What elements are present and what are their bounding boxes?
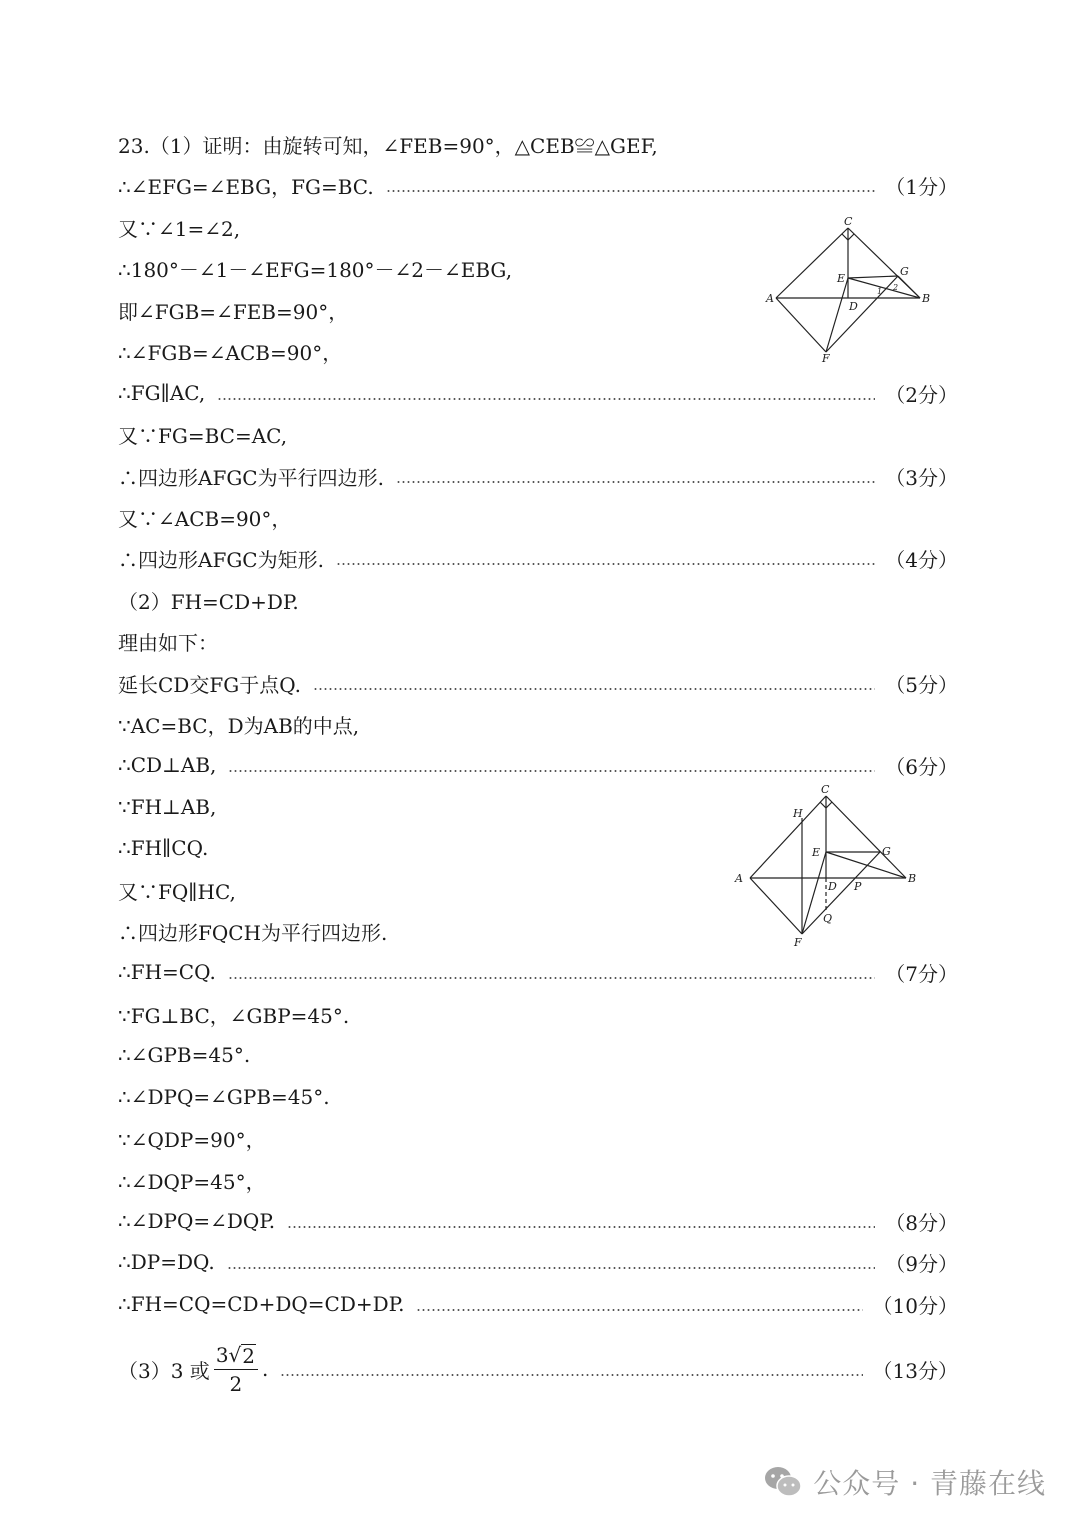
score-mark: （9分） — [885, 1251, 958, 1276]
solution-line: ∴∠DPQ=∠DQP. （8分） — [118, 1204, 958, 1238]
label-B: B — [908, 872, 917, 885]
label-E: E — [837, 272, 846, 285]
solution-line: （2）FH=CD+DP. — [118, 589, 299, 614]
label-P: P — [854, 880, 862, 893]
watermark-text: 公众号 · 青藤在线 — [813, 1467, 1046, 1500]
solution-line: 延长CD交FG于点Q. （5分） — [118, 666, 958, 700]
score-mark: （10分） — [872, 1293, 958, 1318]
solution-line: 又∵FG=BC=AC, — [118, 423, 288, 448]
score-mark: （5分） — [885, 672, 958, 697]
solution-line: ∴∠GPB=45°. — [118, 1043, 251, 1067]
watermark — [763, 1462, 1046, 1502]
label-H: H — [793, 807, 803, 820]
label-C: C — [821, 783, 830, 796]
solution-line: ∴DP=DQ. （9分） — [118, 1245, 958, 1279]
solution-line: ∴四边形AFGC为矩形. （4分） — [118, 541, 958, 575]
label-A: A — [735, 872, 743, 885]
solution-line: ∴四边形AFGC为平行四边形. （3分） — [118, 459, 958, 493]
geometry-figure-2 — [730, 780, 930, 950]
solution-line: ∵AC=BC，D为AB的中点, — [118, 713, 360, 738]
label-G: G — [882, 845, 891, 858]
label-E: E — [812, 846, 821, 859]
solution-line: ∴180°－∠1－∠EFG=180°－∠2－∠EBG, — [118, 257, 513, 282]
score-mark: （2分） — [885, 382, 958, 407]
solution-line: 又∵FQ∥HC, — [118, 879, 236, 904]
score-mark: （6分） — [885, 754, 958, 779]
solution-line: ∴FH=CQ=CD+DQ=CD+DP. （10分） — [118, 1287, 958, 1321]
solution-line: 又∵∠ACB=90°， — [118, 506, 292, 531]
score-mark: （4分） — [885, 547, 958, 572]
label-G: G — [900, 265, 909, 278]
label-C: C — [844, 215, 853, 228]
solution-line: ∵FH⊥AB, — [118, 795, 217, 819]
angle-label-1: 1 — [877, 287, 883, 296]
solution-line: ∴四边形FQCH为平行四边形. — [118, 920, 388, 945]
wechat-icon — [763, 1465, 803, 1499]
label-F: F — [794, 936, 802, 949]
solution-line: ∵FG⊥BC，∠GBP=45°. — [118, 1003, 350, 1028]
solution-line: ∵∠QDP=90°， — [118, 1127, 266, 1152]
solution-line-part3: （3）3 或 3√ 2 2 . （13分） — [118, 1342, 958, 1396]
solution-line: ∴FH∥CQ. — [118, 836, 209, 860]
solution-line: 又∵∠1=∠2, — [118, 216, 241, 241]
score-mark: （3分） — [885, 465, 958, 490]
score-mark: （13分） — [872, 1358, 958, 1383]
angle-label-2: 2 — [893, 283, 899, 292]
solution-line: 23.（1）证明：由旋转可知，∠FEB=90°，△CEB≌△GEF, — [118, 133, 658, 158]
fraction: 3√ 2 2 — [214, 1343, 258, 1396]
solution-line: ∴FG∥AC, （2分） — [118, 376, 958, 410]
label-D: D — [828, 880, 837, 893]
solution-line: ∴∠DPQ=∠GPB=45°. — [118, 1085, 330, 1109]
score-mark: （1分） — [885, 174, 958, 199]
label-D: D — [849, 300, 858, 313]
solution-line: ∴∠EFG=∠EBG，FG=BC. （1分） — [118, 168, 958, 202]
label-Q: Q — [823, 912, 833, 925]
geometry-figure-1 — [760, 212, 940, 366]
score-mark: （7分） — [885, 961, 958, 986]
label-A: A — [766, 292, 774, 305]
solution-line: ∴CD⊥AB, （6分） — [118, 748, 958, 782]
solution-line: ∴FH=CQ. （7分） — [118, 955, 958, 989]
score-mark: （8分） — [885, 1210, 958, 1235]
solution-line: 即∠FGB=∠FEB=90°， — [118, 299, 349, 324]
label-F: F — [822, 352, 830, 365]
solution-line: ∴∠FGB=∠ACB=90°， — [118, 340, 343, 365]
label-B: B — [922, 292, 931, 305]
solution-line: 理由如下： — [118, 630, 218, 655]
solution-line: ∴∠DQP=45°， — [118, 1169, 266, 1194]
